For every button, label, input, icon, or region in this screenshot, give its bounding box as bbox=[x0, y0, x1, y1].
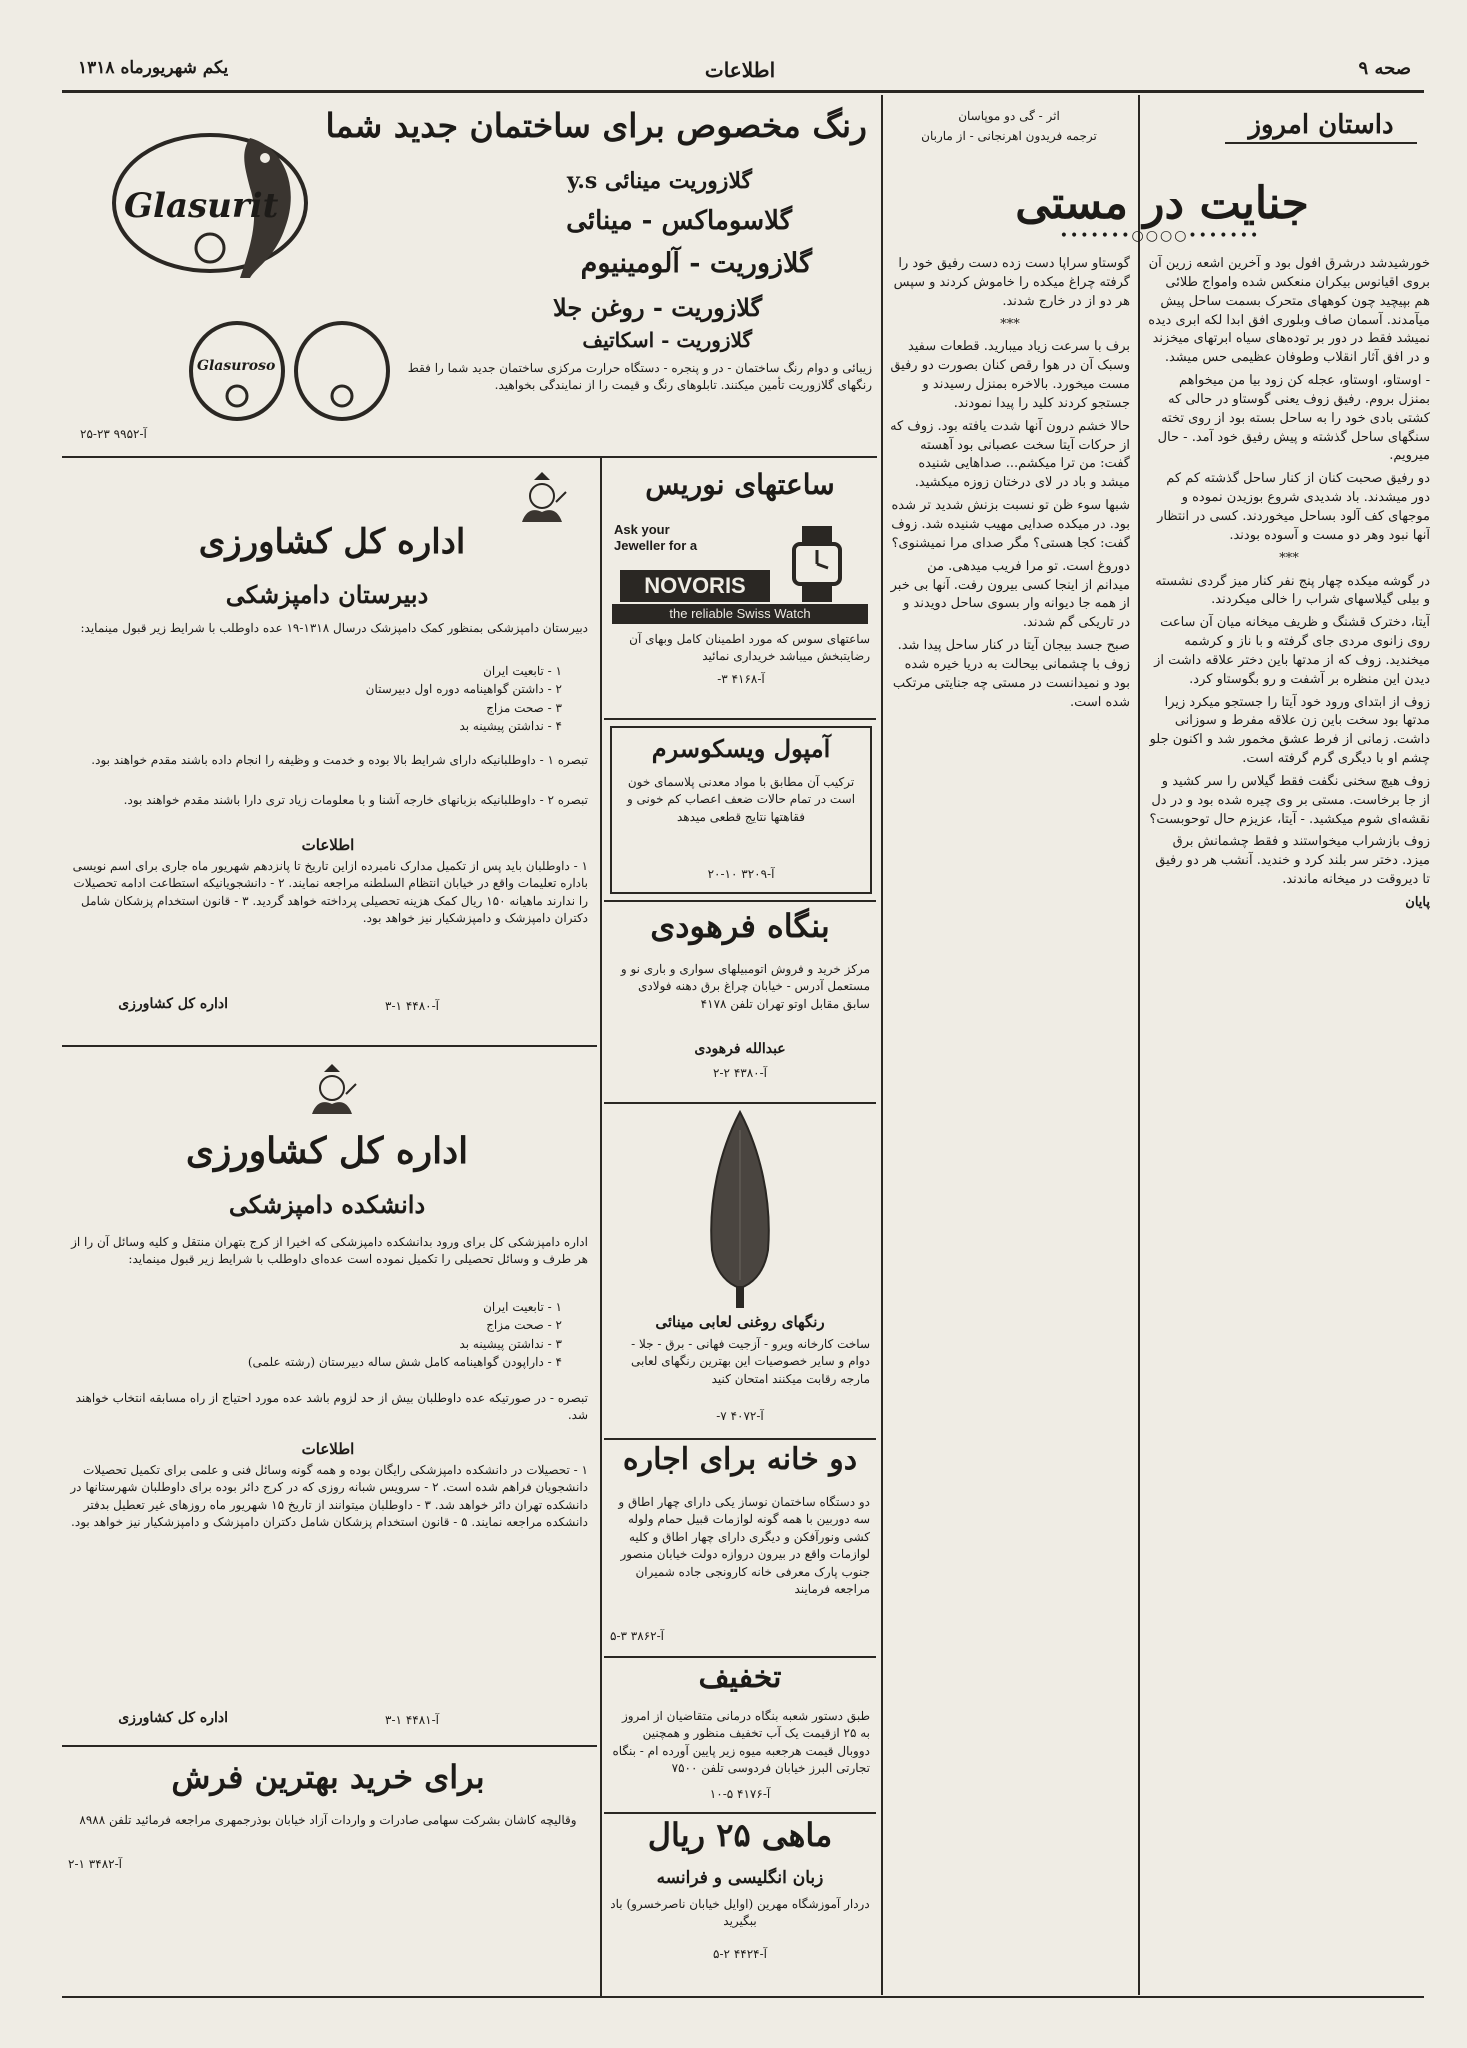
rent-ad bbox=[604, 1442, 876, 1654]
farhoudi-code: آ-۴۳۸۰ ۲-۲ bbox=[713, 1066, 767, 1080]
middle-column-right-rule bbox=[600, 458, 602, 1996]
farhoudi-headline: بنگاه فرهودی bbox=[650, 907, 830, 945]
story-paragraph: برف با سرعت زیاد میبارید. قطعات سفید وسبک آن در هوا رقص کنان بصورت دو رفیق مست میخورد. بالاخره بمنزل رسیدند و جستجو کردند کلید را پیدا نمودند. bbox=[890, 339, 1130, 411]
oilpaint-code: آ-۴۰۷۲ ۷- bbox=[716, 1409, 764, 1423]
paint-product-3: گلازوریت - آلومینیوم bbox=[580, 248, 812, 279]
paint-can-label: Glasuroso bbox=[197, 358, 276, 374]
story-paragraph: آیتا، دخترک قشنگ و ظریف میخانه میان آن ساعت روی زانوی مردی جای گرفته و با ناز و کرشمه میخندید. زوف که از مدتها باین دختر علاقه داشت از دیدن این منظره بر آشفت و رو بگوستاو کرد. bbox=[1154, 615, 1430, 687]
dept2-rule bbox=[62, 1745, 597, 1747]
glasurit-wordmark: Glasurit bbox=[124, 186, 279, 226]
requirement-item: ۳ - صحت مزاج bbox=[486, 700, 562, 715]
story-paragraph: در گوشه میکده چهار پنج نفر کنار میز گردی نشسته و بیلی گیلاسهای شراب را خالی میکردند. bbox=[1155, 573, 1430, 608]
story-paragraph: زوف هیچ سخنی نگفت فقط گیلاس را سر کشید و از جا برخاست. مستی بر وی چیره شده بود و در دل نقشه‌ای شوم میکشید. - آیتا، عزیزم حال توحوبست؟ bbox=[1149, 773, 1430, 827]
wristwatch-icon bbox=[782, 526, 852, 602]
story-column-1 bbox=[1148, 255, 1430, 1975]
language-subtitle: زبان انگلیسی و فرانسه bbox=[656, 1868, 824, 1888]
ampoule-rule bbox=[604, 900, 876, 902]
glasurit-logo bbox=[100, 118, 320, 293]
language-body: دردار آموزشگاه مهرین (اوایل خیابان ناصرخسرو) باد ببگیرید bbox=[610, 1897, 870, 1929]
dept2-note: تبصره - در صورتیکه عده داوطلبان بیش از حد لزوم باشد عده مورد احتیاج از راه مسابقه انتخاب خواهند شد. bbox=[75, 1391, 588, 1423]
farhoudi-body: مرکز خرید و فروش اتومبیلهای سواری و باری نو و مستعمل آدرس - خیابان چراغ برق دهنه فولادی سابق مقابل اوتو تهران تلفن ۴۱۷۸ bbox=[620, 962, 870, 1011]
watch-body: ساعتهای سوس که مورد اطمینان کامل وبهای آن رضایتبخش میباشد خریداری نمائید bbox=[629, 632, 870, 664]
dept2-info-title: اطلاعات bbox=[301, 1440, 355, 1458]
dept1-note-1: تبصره ۱ - داوطلبانیکه دارای شرایط بالا بوده و خدمت و وظیفه را انجام داده باشند مقدم خواهند بود. bbox=[91, 753, 588, 767]
discount-code: آ-۴۱۷۶ ۵-۱۰ bbox=[709, 1787, 771, 1801]
ampoule-body: ترکیب آن مطابق با مواد معدنی پلاسمای خون است در تمام حالات ضعف اعصاب کم خونی و فقاهتها نتایج قطعی میدهد bbox=[626, 775, 856, 824]
paint-product-5: گلازوریت - اسکاتیف bbox=[582, 328, 752, 352]
rent-headline: دو خانه برای اجاره bbox=[622, 1442, 858, 1477]
oilpaint-title: رنگهای روغنی لعابی مینائی bbox=[655, 1313, 825, 1331]
story-paragraph: حالا خشم درون آنها شدت یافته بود. زوف که از حرکات آیتا سخت عصبانی بود آهسته گفت: من ترا میکشم... صداهایی شنیده میشد و باد در لای درختان زوزه میکشید. bbox=[890, 418, 1130, 491]
farhoudi-signature: عبدالله فرهودی bbox=[694, 1041, 786, 1057]
story-paragraph: دو رفیق صحبت کنان از کنار ساحل گذشته کم کم دور میشدند. باد شدیدی شروع بوزیدن نموده و موجهای کف آلود بساحل میخوردند. کسی در انتظار آنها نبود وهر دو مست و آسوده بودند. bbox=[1157, 471, 1430, 543]
requirement-item: ۴ - داراپودن گواهینامه کامل شش ساله دبیرستان (رشته علمی) bbox=[247, 1355, 562, 1370]
agriculture-ad-1 bbox=[62, 462, 594, 1040]
dept2-signature: اداره کل کشاورزی bbox=[118, 1710, 228, 1726]
rent-rule bbox=[604, 1656, 876, 1658]
requirement-item: ۳ - نداشتن پیشینه بد bbox=[459, 1336, 562, 1351]
paint-ad-rule bbox=[62, 456, 877, 458]
paint-headline: رنگ مخصوص برای ساختمان جدید شما bbox=[325, 106, 867, 145]
watch-ask-text: Ask your Jeweller for a bbox=[614, 522, 698, 553]
farhoudi-rule bbox=[604, 1102, 876, 1104]
dept1-requirements bbox=[222, 662, 562, 737]
dept1-info: ۱ - داوطلبان باید پس از تکمیل مدارک نامبرده ازاین تاریخ تا پانزدهم شهریور ماه جاری برای اسم نویسی باداره تعلیمات واقع در خیابان انتظام السلطنه مراجعه نمایند. ۲ - دانشجویانیکه استطاعت ادامه تحصیلات را ندارند ماهیانه ۱۵۰ ریال کمک هزینه تحصیلی پرداخته خواهد گردید. ۳ - قانون استخدام پزشکان شامل دکتران دامپزشک و دامپزشکیار نیز خواهد بود. bbox=[72, 859, 588, 926]
farhoudi-ad bbox=[604, 905, 876, 1100]
ampoule-headline: آمپول ویسکوسرم bbox=[651, 734, 831, 763]
dept2-org: اداره کل کشاورزی bbox=[185, 1130, 469, 1172]
paint-product-4: گلازوریت - روغن جلا bbox=[553, 293, 762, 322]
lion-sun-emblem-2 bbox=[302, 1064, 362, 1122]
story-paragraph: خورشیدشد درشرق افول بود و آخرین اشعه زرین آن بروی اقیانوس بیکران منعکس شده وامواج طلائی هم بپیچید چون کوههای متحرک بسمت ساحل پیش میآمدند. آسمان صاف وبلوری افق ابدا لکه ابری دیده نمیشد فقط در دور بر توده‌های سیاه ابرتهای میخزند و در افق آثار انقلاب وطوفان عظیمی حس میشد. bbox=[1148, 256, 1430, 366]
page-bottom-rule bbox=[62, 1996, 1424, 1998]
cypress-tree bbox=[690, 1110, 790, 1310]
dept1-org: اداره کل کشاورزی bbox=[198, 522, 466, 562]
paint-product-2: گلاسوماکس - مینائی bbox=[566, 206, 792, 236]
dept1-note-2: تبصره ۲ - داوطلبانیکه بزبانهای خارجه آشنا و با معلومات زیاد تری دارا باشند مقدم خواهند بود. bbox=[123, 793, 588, 807]
story-paragraph: دوروغ است. تو مرا فریب میدهی. من میدانم از اینجا کسی بیرون رفت. آنها بی خبر از همه جا دیوانه وار بسوی ساحل دویدند و در تاریکی گم شدند. bbox=[890, 558, 1130, 631]
dept1-code: آ-۴۴۸۰ ۱-۳ bbox=[385, 999, 439, 1013]
story-author: اثر - گی دو موپاسان bbox=[958, 109, 1060, 123]
rent-body: دو دستگاه ساختمان نوساز یکی دارای چهار اطاق و سه دوربین با همه گونه لوازمات قبیل حمام ولوله کشی ونورآفکن و دیگری دارای چهار اطاق و کلیه لوازمات واقع در بیرون دروازه دولت خیابان منصور جنوب پارک معرفی خانه کارونجی جاده شمیران مراجعه فرمایند bbox=[618, 1495, 870, 1596]
watch-ad bbox=[604, 466, 876, 716]
masthead-paper-name: اطلاعات bbox=[704, 58, 776, 82]
watch-icon bbox=[782, 526, 852, 602]
language-code: آ-۴۴۲۴ ۲-۵ bbox=[713, 1947, 767, 1961]
carpet-headline: برای خرید بهترین فرش bbox=[171, 1758, 485, 1796]
language-ad bbox=[604, 1816, 876, 1991]
story-column-2 bbox=[890, 255, 1130, 1975]
masthead-date: یکم شهریورماه ۱۳۱۸ bbox=[78, 58, 229, 78]
dept1-info-title: اطلاعات bbox=[301, 836, 355, 854]
requirement-item: ۱ - تابعیت ایران bbox=[483, 1300, 562, 1314]
dept1-school: دبیرستان دامپزشکی bbox=[225, 580, 429, 609]
story-paragraph: زوف از ابتدای ورود خود آیتا را جستجو میکرد زیرا مدتها بود سخت باین زن علاقه مفرط و سوزانی داشت. زمانی از فرط عشق مخمور شد و اکنون جلو چشم او با دیگری گرم گرفته است. bbox=[1149, 694, 1430, 767]
oilpaint-rule bbox=[604, 1438, 876, 1440]
tree-icon bbox=[690, 1110, 790, 1310]
carpet-line: وقالیچه کاشان بشرکت سهامی صادرات و واردات آزاد خیابان بوذرجمهری مراجعه فرمائید تلفن ۸۹۸۸ bbox=[79, 1813, 577, 1827]
requirement-item: ۲ - داشتن گواهینامه دوره اول دبیرستان bbox=[365, 682, 562, 697]
ampoule-ad bbox=[610, 726, 872, 894]
oilpaint-ad bbox=[604, 1110, 876, 1435]
carpet-ad bbox=[62, 1752, 594, 1992]
story-translator: ترجمه فریدون اهرنجانی - از ماربان bbox=[921, 129, 1097, 143]
story-column-rule-2 bbox=[881, 95, 883, 1995]
dept1-rule bbox=[62, 1045, 597, 1047]
story-divider: *** bbox=[1000, 316, 1020, 332]
ampoule-code: آ-۳۲۰۹ ۱۰-۲۰ bbox=[707, 867, 775, 881]
requirement-item: ۲ - صحت مزاج bbox=[486, 1318, 562, 1333]
story-divider: *** bbox=[1279, 550, 1299, 566]
story-title: جنایت در مستی bbox=[1015, 178, 1309, 229]
story-ornament: •••••••○○○○••••••• bbox=[1059, 228, 1261, 244]
story-paragraph: - اوستاو، اوستاو، عجله کن زود بیا من میخواهم بمنزل بروم. رفیق زوف یعنی گوستاو در حالی که کشتی بادی خود را به ساحل بسته بود از روی تخته سنگهای ساحل گذشته و پیش رفیق خود آمد. - حال میرویم. bbox=[1157, 373, 1430, 464]
discount-rule bbox=[604, 1812, 876, 1814]
dept1-signature: اداره کل کشاورزی bbox=[118, 996, 228, 1012]
paint-code: آ-۹۹۵۲ ۲۳-۲۵ bbox=[80, 427, 147, 441]
story-paragraph: گوستاو سراپا دست زده دست رفیق خود را گرفته چراغ میکده را خاموش کردند و سپس هر دو از در خارج شدند. bbox=[893, 256, 1130, 309]
discount-headline: تخفیف bbox=[698, 1660, 782, 1695]
requirement-item: ۴ - نداشتن پیشینه بد bbox=[459, 719, 562, 734]
watch-headline: ساعتهای نوریس bbox=[645, 468, 835, 501]
dept2-intro: اداره دامپزشکی کل برای ورود بدانشکده دامپزشکی که اخیرا از کرج بتهران منتقل و کلیه وسائل آن را از هر طرف و وسائل تحصیلی را تکمیل نموده است عده‌ای داوطلب با شرایط زیر قبول مینماید: bbox=[71, 1235, 588, 1267]
watch-brand: NOVORIS bbox=[620, 570, 770, 602]
masthead-rule bbox=[62, 90, 1424, 93]
story-paragraph: زوف بازشراب میخواستند و فقط چشمانش برق میزد. دختر سر بلند کرد و خندید. آنشب هر دو رفیق تا دیروقت در میخانه ماندند. bbox=[1155, 834, 1430, 888]
oilpaint-body: ساخت کارخانه ویرو - آزجیت فهانی - برق - جلا - دوام و سایر خصوصیات این بهترین رنگهای لعابی مارجه رقابت میکنند امتحان کنید bbox=[630, 1337, 870, 1386]
requirement-item: ۱ - تابعیت ایران bbox=[483, 664, 562, 678]
dept2-info: ۱ - تحصیلات در دانشکده دامپزشکی رایگان بوده و همه گونه وسائل فنی و علمی برای تکمیل تحصیلات دانشجویان فراهم شده است. ۲ - سرویس شبانه روزی که در کرج دائر بوده برای داوطلبان شهرستانها در دانشکده تهران دائر خواهد شد. ۳ - داوطلبان میتوانند از تاریخ ۱۵ شهریور ماه روزهای غیر تعطیل بدفتر دانشکده مراجعه نمایند. ۵ - قانون استخدام پزشکان شامل دکتران دامپزشک و دامپزشکیار نیز خواهد بود. bbox=[70, 1463, 588, 1530]
paint-body: زیبائی و دوام رنگ ساختمان - در و پنجره - دستگاه حرارت مرکزی ساختمان جدید شما را فقط رنگهای گلازوریت تأمین میکنند. تابلوهای رنگ و قیمت را از نمایندگی بخواهید. bbox=[407, 361, 872, 393]
language-headline: ماهی ۲۵ ریال bbox=[647, 1816, 833, 1854]
masthead-page-number: صحه ۹ bbox=[1358, 58, 1411, 79]
paint-product-1: گلازوریت مینائی y.s bbox=[566, 168, 752, 194]
rent-code: آ-۳۸۶۲ ۳-۵ bbox=[610, 1629, 664, 1643]
story-section-label: داستان امروز bbox=[1225, 110, 1417, 144]
watch-tagline: the reliable Swiss Watch bbox=[612, 604, 868, 624]
discount-ad bbox=[604, 1660, 876, 1810]
paint-ad bbox=[62, 98, 874, 450]
story-ending: پایان bbox=[1405, 895, 1430, 910]
dept2-requirements bbox=[102, 1298, 562, 1373]
watch-rule bbox=[604, 718, 876, 720]
lion-sun-emblem-icon bbox=[302, 1064, 362, 1122]
watch-code: آ-۴۱۶۸ ۳- bbox=[717, 672, 765, 686]
middle-column-left-rule bbox=[600, 458, 602, 459]
dept2-code: آ-۴۴۸۱ ۱-۳ bbox=[385, 1713, 439, 1727]
agriculture-ad-2 bbox=[62, 1050, 594, 1742]
story-paragraph: صبح جسد بیجان آیتا در کنار ساحل پیدا شد. زوف با چشمانی بیحالت به دریا خیره شده بود و نمیدانست در مستی چه جنایتی مرتکب شده است. bbox=[892, 638, 1130, 710]
paint-cans bbox=[187, 316, 397, 436]
carpet-code: آ-۳۴۸۲ ۱-۲ bbox=[68, 1857, 122, 1871]
paint-can-icon bbox=[187, 316, 397, 436]
story-column-rule-1 bbox=[1138, 95, 1140, 1995]
discount-body: طبق دستور شعبه بنگاه درمانی متقاضیان از امروز به ۲۵ ازقیمت یک آب تخفیف منظور و همچنین دووبال قیمت هرجعبه میوه زیر پایین آورده ام - بنگاه تجارتی البرز خیابان فردوسی تلفن ۷۵۰۰ bbox=[612, 1709, 870, 1776]
dept1-intro: دبیرستان دامپزشکی بمنظور کمک دامپزشک درسال ۱۳۱۸-۱۹ عده داوطلب با شرایط زیر قبول مینماید: bbox=[80, 621, 588, 635]
story-paragraph: شبها سوء ظن تو نسبت بزنش شدید تر شده بود. در میکده صدایی مهیب شنیده شد. زوف گفت: کجا هستی؟ مگر صدای مرا نمیشنوی؟ bbox=[891, 498, 1130, 551]
watch-banner bbox=[612, 522, 868, 624]
dept2-school: دانشکده دامپزشکی bbox=[228, 1190, 426, 1219]
